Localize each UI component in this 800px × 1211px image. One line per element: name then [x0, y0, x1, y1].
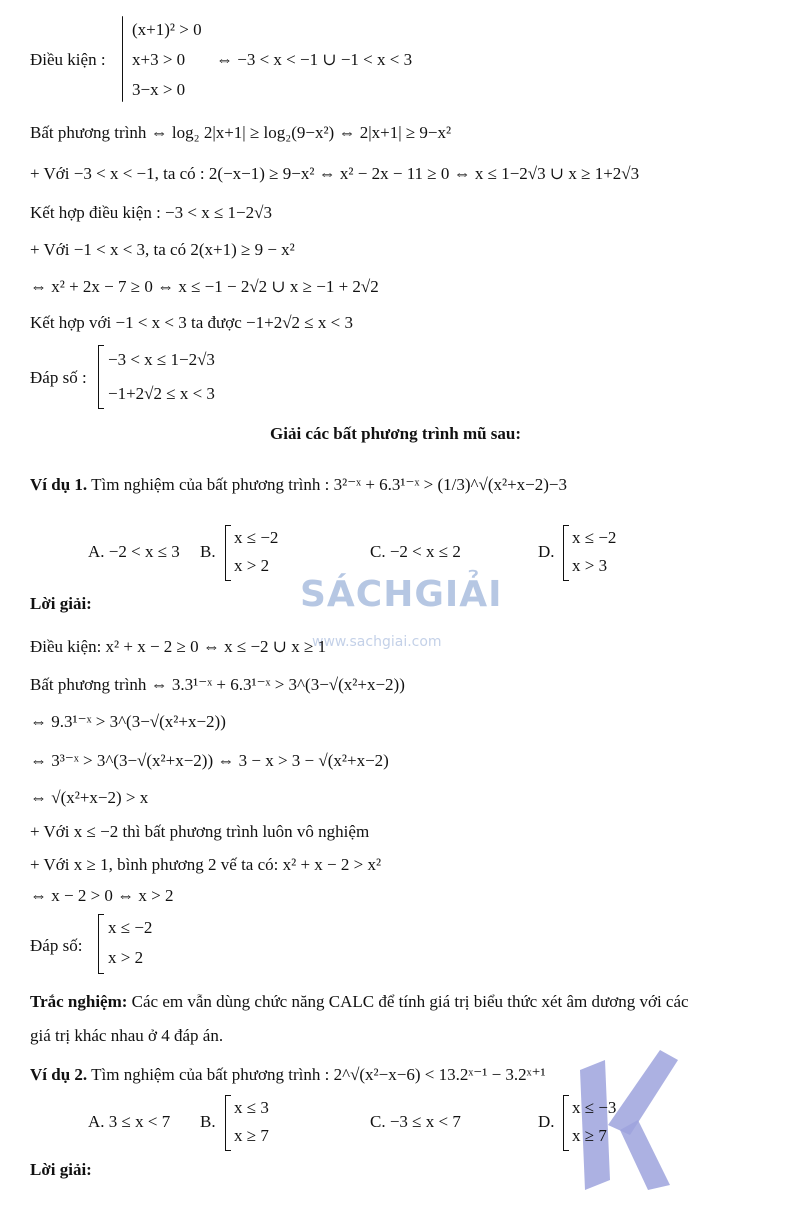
ex2-prompt: Tìm nghiệm của bất phương trình :: [91, 1065, 330, 1084]
ex1-option-b-bracket: [225, 525, 231, 581]
watermark-brand: SÁCHGIẢI: [300, 574, 503, 615]
ex2-heading: [30, 1065, 546, 1085]
watermark-url: www.sachgiai.com: [312, 634, 442, 650]
answer1-bracket: [98, 345, 104, 409]
case2: + Với −1 < x < 3, ta có 2(x+1) ≥ 9 − x²: [30, 240, 295, 259]
ex2-option-b-line: x ≤ 3: [234, 1098, 269, 1117]
ex1-option-d-line: x ≤ −2: [572, 528, 617, 547]
cond1-brace: [122, 16, 123, 102]
ex1-option-d-line: x > 3: [572, 556, 608, 575]
ex1-option-b-label[interactable]: B.: [200, 542, 216, 561]
ex1-option-d-bracket: [563, 525, 569, 581]
ex1-label: Ví dụ 1.: [30, 475, 88, 494]
sol1-cond: Điều kiện: x² + x − 2 ≥ 0 ⇔ x ≤ −2 ∪ x ≥ 1: [30, 637, 327, 656]
sol1-step7: ⇔ x − 2 > 0 ⇔ x > 2: [30, 886, 174, 905]
solution-label-2: Lời giải:: [30, 1160, 92, 1179]
ex1-option-a[interactable]: A. −2 < x ≤ 3: [88, 542, 180, 561]
sol1-step1: Bất phương trình ⇔ 3.3¹⁻ˣ + 6.3¹⁻ˣ > 3^(3−√(x²+x−2)): [30, 675, 405, 694]
cond1-line: (x+1)² > 0: [132, 20, 202, 39]
ex2-option-b-bracket: [225, 1095, 231, 1151]
ex2-option-b-line: x ≥ 7: [234, 1126, 269, 1145]
sol1-step5: + Với x ≤ −2 thì bất phương trình luôn vô nghiệm: [30, 822, 370, 841]
ex2-option-d-bracket: [563, 1095, 569, 1151]
ineq-transform: Bất phương trình ⇔ log₂ 2|x+1| ≥ log₂(9−x²) ⇔ 2|x+1| ≥ 9−x²: [30, 123, 452, 142]
ex1-option-b-line: x ≤ −2: [234, 528, 279, 547]
answer1-line: −3 < x ≤ 1−2√3: [108, 350, 215, 369]
sol1-step4: ⇔ √(x²+x−2) > x: [30, 788, 149, 807]
sol1-answer-bracket: [98, 914, 104, 974]
sol1-answer-label: Đáp số:: [30, 936, 83, 955]
cond1-label: Điều kiện :: [30, 50, 106, 69]
note-label: Trắc nghiệm:: [30, 992, 128, 1011]
ex1-option-b-line: x > 2: [234, 556, 270, 575]
sol1-step6: + Với x ≥ 1, bình phương 2 vế ta có: x² + x − 2 > x²: [30, 855, 382, 874]
sol1-answer-line: x > 2: [108, 948, 144, 967]
sol1-step3: ⇔ 3³⁻ˣ > 3^(3−√(x²+x−2)) ⇔ 3 − x > 3 − √(x²+x−2): [30, 751, 389, 770]
ex1-expr: 3²⁻ˣ + 6.3¹⁻ˣ > (1/3)^√(x²+x−2)−3: [333, 475, 568, 494]
section-title: Giải các bất phương trình mũ sau:: [270, 424, 522, 443]
ex2-option-d-line: x ≤ −3: [572, 1098, 617, 1117]
ex2-expr: 2^√(x²−x−6) < 13.2ˣ⁻¹ − 3.2ˣ⁺¹: [333, 1065, 546, 1084]
cond1-line: 3−x > 0: [132, 80, 186, 99]
answer1-label: Đáp số :: [30, 368, 87, 387]
ex1-prompt: Tìm nghiệm của bất phương trình :: [91, 475, 330, 494]
case2-result: ⇔ x² + 2x − 7 ≥ 0 ⇔ x ≤ −1 − 2√2 ∪ x ≥ −1 + 2√2: [30, 277, 379, 296]
ex1-heading: [30, 475, 567, 495]
ex1-option-c[interactable]: C. −2 < x ≤ 2: [370, 542, 461, 561]
sol1-answer-line: x ≤ −2: [108, 918, 153, 937]
combine1: Kết hợp điều kiện : −3 < x ≤ 1−2√3: [30, 203, 272, 222]
solution-label: Lời giải:: [30, 594, 92, 613]
cond1-line: x+3 > 0: [132, 50, 186, 69]
ex2-label: Ví dụ 2.: [30, 1065, 88, 1084]
note-text1: Các em vẫn dùng chức năng CALC để tính giá trị biểu thức xét âm dương với các: [131, 992, 689, 1011]
sol1-step2: ⇔ 9.3¹⁻ˣ > 3^(3−√(x²+x−2)): [30, 712, 226, 731]
note-text2: giá trị khác nhau ở 4 đáp án.: [30, 1026, 224, 1045]
answer1-line: −1+2√2 ≤ x < 3: [108, 384, 215, 403]
cond1-result: ⇔ −3 < x < −1 ∪ −1 < x < 3: [216, 50, 413, 69]
case1: + Với −3 < x < −1, ta có : 2(−x−1) ≥ 9−x² ⇔ x² − 2x − 11 ≥ 0 ⇔ x ≤ 1−2√3 ∪ x ≥ 1+2√3: [30, 164, 640, 183]
note-line1: [30, 992, 689, 1012]
ex2-option-d-label[interactable]: D.: [538, 1112, 555, 1131]
ex2-option-c[interactable]: C. −3 ≤ x < 7: [370, 1112, 461, 1131]
combine2: Kết hợp với −1 < x < 3 ta được −1+2√2 ≤ x < 3: [30, 313, 353, 332]
ex2-option-b-label[interactable]: B.: [200, 1112, 216, 1131]
ex1-option-d-label[interactable]: D.: [538, 542, 555, 561]
ex2-option-d-line: x ≥ 7: [572, 1126, 607, 1145]
ex2-option-a[interactable]: A. 3 ≤ x < 7: [88, 1112, 171, 1131]
